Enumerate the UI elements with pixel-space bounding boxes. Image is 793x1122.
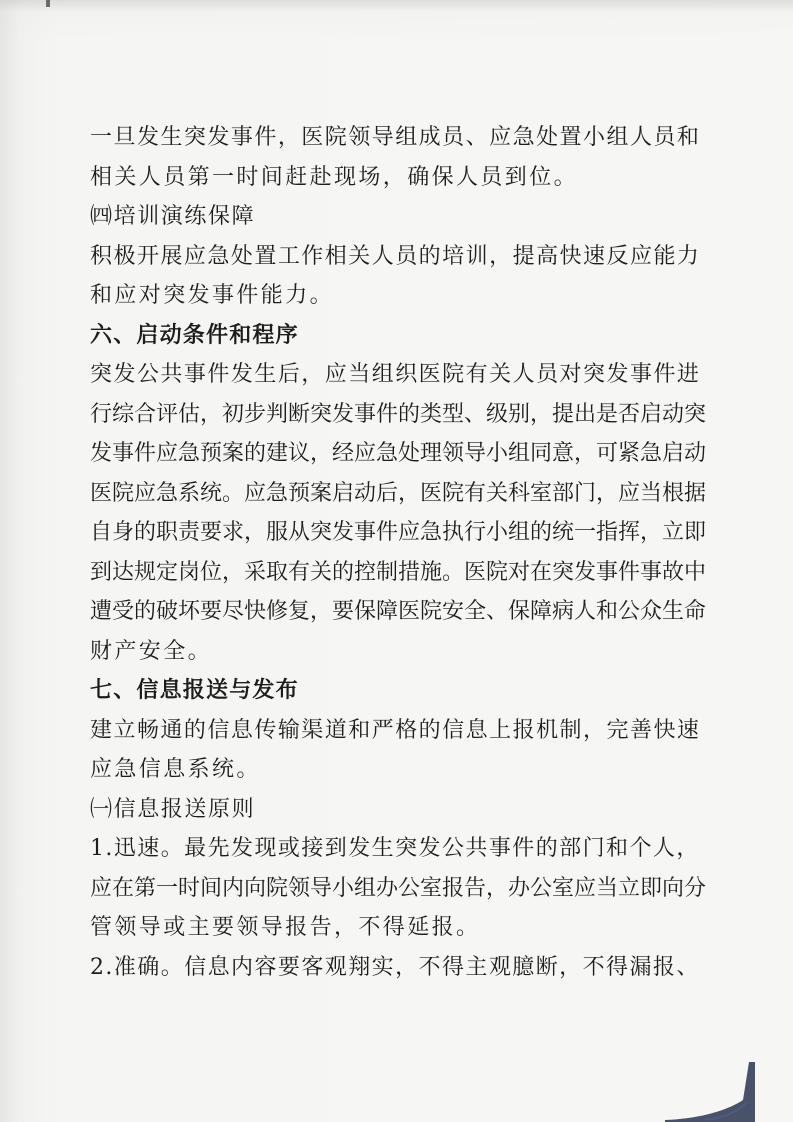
- page-curl-shadow: [665, 1062, 755, 1122]
- text-line: 2.准确。信息内容要客观翔实，不得主观臆断，不得漏报、: [90, 954, 700, 980]
- scan-mark: [46, 0, 50, 7]
- text-line: 自身的职责要求，服从突发事件应急执行小组的统一指挥，立即: [90, 520, 707, 545]
- text-line: 和应对突发事件能力。: [90, 283, 335, 308]
- section-heading: 六、启动条件和程序: [90, 322, 299, 348]
- text-line: 行综合评估，初步判断突发事件的类型、级别，提出是否启动突: [90, 401, 707, 427]
- subsection-heading: ㈣培训演练保障: [90, 204, 256, 229]
- text-line: 相关人员第一时间赶赴现场，确保人员到位。: [90, 164, 579, 190]
- scan-shadow: [0, 0, 793, 40]
- text-line: 发事件应急预案的建议，经应急处理领导小组同意，可紧急启动: [90, 441, 707, 466]
- text-line: 1.迅速。最先发现或接到发生突发公共事件的部门和个人，: [90, 836, 700, 861]
- text-line: 应在第一时间内向院领导小组办公室报告，办公室应当立即向分: [90, 875, 707, 901]
- text-line: 一旦发生突发事件，医院领导组成员、应急处置小组人员和: [90, 125, 701, 150]
- section-heading: 七、信息报送与发布: [90, 678, 299, 703]
- text-line: 遭受的破坏要尽快修复，要保障医院安全、保障病人和公众生命: [90, 599, 707, 624]
- document-body: [90, 118, 707, 987]
- text-line: 建立畅通的信息传输渠道和严格的信息上报机制，完善快速: [90, 717, 701, 743]
- text-line: 到达规定岗位，采取有关的控制措施。医院对在突发事件事故中: [90, 559, 707, 585]
- subsection-heading: ㈠信息报送原则: [90, 796, 256, 822]
- text-line: 应急信息系统。: [90, 757, 261, 782]
- text-line: 管领导或主要领导报告，不得延报。: [90, 915, 481, 940]
- text-line: 积极开展应急处置工作相关人员的培训，提高快速反应能力: [90, 243, 701, 269]
- text-line: 医院应急系统。应急预案启动后，医院有关科室部门，应当根据: [90, 480, 707, 506]
- text-line: 突发公共事件发生后，应当组织医院有关人员对突发事件进: [90, 362, 701, 387]
- text-line: 财产安全。: [90, 638, 213, 664]
